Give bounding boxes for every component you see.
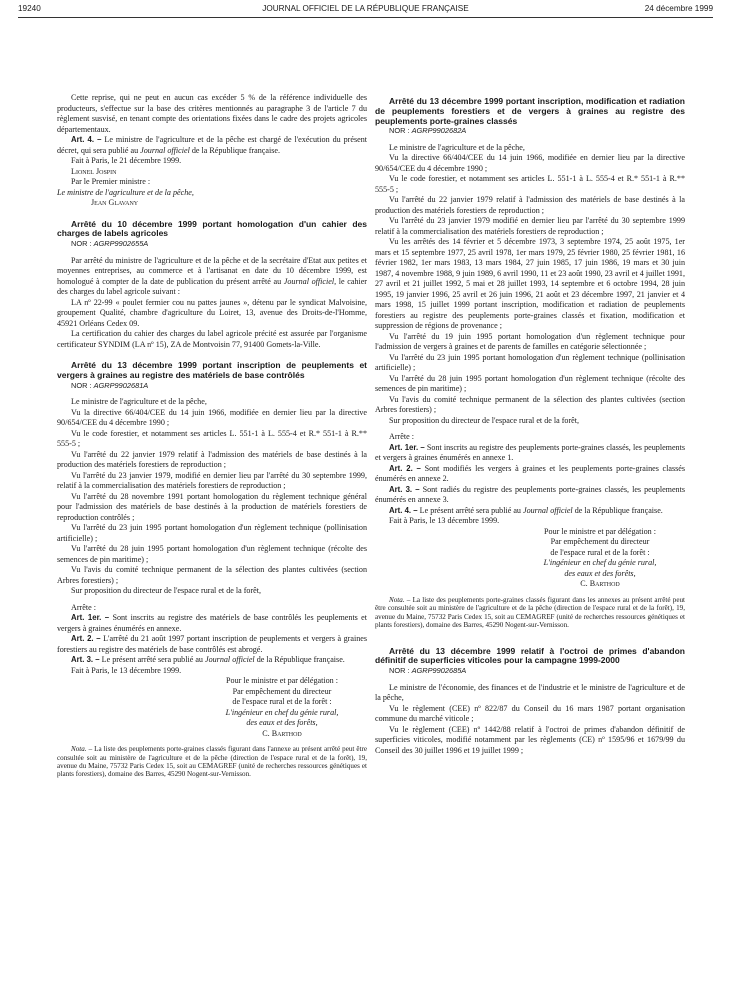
arrete-title-peuplements: Arrêté du 13 décembre 1999 portant inscription, modification et radiation de peuplements forestiers et de vergers à graines au registre des peuplements porte-graines classés bbox=[375, 96, 685, 126]
fait-a-paris: Fait à Paris, le 13 décembre 1999. bbox=[389, 516, 500, 526]
article: Art. 3. – Le présent arrêté sera publié au Journal officiel de la République française. bbox=[71, 655, 345, 665]
visa: Vu l'arrêté du 23 janvier 1979, modifié en dernier lieu par l'arrêté du 30 septembre 1999, relatif à la commercialisation des matériels forestiers de reproduction ; bbox=[57, 470, 367, 491]
visa: Vu la directive 66/404/CEE du 14 juin 1966, modifiée en dernier lieu par la directive 90/654/CEE du 4 décembre 1990 ; bbox=[375, 153, 685, 173]
visa: Vu l'arrêté du 22 janvier 1979 relatif à l'admission des matériels de base destinés à la production des matériels forestiers de reproduction ; bbox=[57, 449, 367, 470]
visa: Vu l'arrêté du 23 juin 1995 portant homologation d'un règlement technique (pollinisation artificielle) ; bbox=[375, 352, 685, 373]
labels-paragraph-3: La certification du cahier des charges du label agricole précité est assurée par l'organisme certificateur SYNDIM (LA nº 15), ZA de Montvoisin 77, 91400 Gomets-la-Ville. bbox=[57, 329, 367, 349]
nor-reference: NOR : AGRP9902681A bbox=[71, 380, 149, 390]
fait-a-paris: Fait à Paris, le 13 décembre 1999. bbox=[71, 665, 182, 675]
page-number: 19240 bbox=[18, 4, 41, 13]
article: Art. 3. – Sont radiés du registre des peuplements porte-graines classés, les peuplements énumérés en annexe 3. bbox=[375, 484, 685, 505]
minister-name: Jean Glavany bbox=[91, 198, 139, 207]
article: Art. 2. – L'arrêté du 21 août 1997 portant inscription de peuplements et vergers à graines forestiers au registre des matériels de base contrôlés est abrogé. bbox=[57, 634, 367, 654]
visa: Vu l'arrêté du 23 juin 1995 portant homologation d'un règlement technique (pollinisation artificielle) ; bbox=[57, 523, 367, 543]
visa: Vu l'avis du comité technique permanent de la sélection des plantes cultivées (section Arbres forestiers) ; bbox=[57, 565, 367, 585]
visa: Vu l'avis du comité technique permanent de la sélection des plantes cultivées (section Arbres forestiers) ; bbox=[375, 394, 685, 415]
page-header bbox=[18, 0, 713, 16]
visa: Vu les arrêtés des 14 février et 5 décembre 1973, 3 septembre 1974, 25 août 1975, 1er mars et 15 septembre 1977, 25 avril 1978, 1er mars 1979, 25 février 1980, 25 février 1981, 16 février 1982, 1er mars 1983, 13 mars 1984, 27 juin 1985, 17 juin 1986, 19 mars et 30 juin 1987, 4 novembre 1988, 9 juin 1989, 6 avril 1990, 11 et 23 août 1990, 23 avril et 4 juillet 1991, 27 avril et 21 juillet 1992, 5 mai et 28 juillet 1993, 14 septembre et 6 octobre 1994, 28 juin 1995, 19 janvier 1996, 25 avril et 26 juin 1996, 21 août et 23 décembre 1997, 21 janvier et 4 mars 1998, 15 juillet 1999 portant inscription, modification et radiation de peuplements forestiers au registre des peuplements porte-graines classés et fixation, modification et suppression de régions de provenance ; bbox=[375, 237, 685, 331]
nota-note: Nota. – La liste des peuplements porte-graines classés figurant dans l'annexe au présent arrêté peut être consultée soit au ministère de l'agriculture et de la pêche (direction de l'espace rural et de la forêt), 19, avenue du Maine, 75732 Paris Cedex 15, soit au CEMAGREF (unité de recherches ressources génétiques et plants forestiers), domaine des Barres, 45290 Nogent-sur-Vernisson. bbox=[57, 745, 367, 779]
article: Art. 2. – Sont modifiés les vergers à graines et les peuplements porte-graines classés énumérés en annexe 2. bbox=[375, 463, 685, 484]
visa: Vu l'arrêté du 23 janvier 1979 modifié en dernier lieu par l'arrêté du 30 septembre 1999 relatif à la commercialisation des matériels forestiers de reproduction ; bbox=[375, 216, 685, 236]
signature-block: Pour le ministre et par délégation : Par empêchement du directeur de l'espace rural et de la forêt : L'ingénieur en chef du génie rural, des eaux et des forêts, C. Barthod bbox=[225, 676, 339, 738]
visa: Le ministre de l'agriculture et de la pêche, bbox=[389, 142, 525, 152]
visa: Vu l'arrêté du 22 janvier 1979 relatif à l'admission des matériels de base destinés à la production des matériels forestiers de reproduction ; bbox=[375, 195, 685, 215]
nor-reference: NOR : AGRP9902685A bbox=[389, 666, 467, 676]
visa: Le ministre de l'économie, des finances et de l'industrie et le ministre de l'agriculture et de la pêche, bbox=[375, 682, 685, 703]
visa: Vu le code forestier, et notamment ses articles L. 551-1 à L. 555-4 et R.* 551-1 à R.** 555-5 ; bbox=[375, 174, 685, 194]
visa: Vu l'arrêté du 28 juin 1995 portant homologation d'un règlement technique (récolte des semences de pin maritime) ; bbox=[375, 373, 685, 394]
journal-title: JOURNAL OFFICIEL DE LA RÉPUBLIQUE FRANÇAISE bbox=[262, 4, 469, 13]
article-label: Art. 4. – bbox=[71, 135, 102, 144]
decree-article-4: Art. 4. – Le ministre de l'agriculture et de la pêche est chargé de l'exécution du présent décret, qui sera publié au Journal officiel de la République française. bbox=[57, 135, 368, 155]
minister-title: Le ministre de l'agriculture et de la pêche, bbox=[57, 187, 194, 197]
labels-paragraph-1: Par arrêté du ministre de l'agriculture et de la pêche et de la secrétaire d'Etat aux petites et moyennes entreprises, au commerce et à l'artisanat en date du 10 décembre 1999, est homologué à compter de la date de publication du présent arrêté au Journal officiel, le cahier des charges du label agricole suivant : bbox=[57, 255, 368, 297]
visa: Vu l'arrêté du 19 juin 1995 portant homologation d'un règlement technique pour l'admission de vergers à graines et de parents de familles en catégorie sélectionnée ; bbox=[375, 331, 685, 352]
visa: Vu le code forestier, et notamment ses articles L. 551-1 à L. 555-4 et R.* 551-1 à R.** 555-5 ; bbox=[57, 428, 367, 449]
decree-fait: Fait à Paris, le 21 décembre 1999. bbox=[71, 156, 182, 165]
header-rule bbox=[18, 17, 713, 18]
visa: Le ministre de l'agriculture et de la pêche, bbox=[71, 397, 207, 407]
arrete-heading: Arrête : bbox=[71, 602, 96, 612]
visa: Sur proposition du directeur de l'espace rural et de la forêt, bbox=[71, 586, 262, 596]
arrete-heading: Arrête : bbox=[389, 432, 414, 442]
arrete-title-viticoles: Arrêté du 13 décembre 1999 relatif à l'octroi de primes d'abandon définitif de superficies viticoles pour la campagne 1999-2000 bbox=[375, 645, 685, 666]
visa: Vu le règlement (CEE) nº 822/87 du Conseil du 16 mars 1987 portant organisation commune du marché viticole ; bbox=[375, 703, 685, 724]
visa: Sur proposition du directeur de l'espace rural et de la forêt, bbox=[389, 415, 580, 425]
article: Art. 4. – Le présent arrêté sera publié au Journal officiel de la République française. bbox=[389, 505, 663, 515]
arrete-title-registre: Arrêté du 13 décembre 1999 portant inscription de peuplements et vergers à graines au registre des matériels de base contrôlés bbox=[57, 360, 367, 380]
left-column bbox=[57, 93, 367, 779]
visa: Vu l'arrêté du 28 juin 1995 portant homologation d'un règlement technique (récolte des semences de pin maritime) ; bbox=[57, 544, 367, 564]
par-premier-ministre: Par le Premier ministre : bbox=[71, 177, 151, 186]
continuation-paragraph: Cette reprise, qui ne peut en aucun cas excéder 5 % de la référence individuelle des producteurs, s'effectue sur la base des critères mentionnés au paragraphe 3 de l'article 7 du règlement susvisé, en tenant compte des orientations fixées dans le cadre des projets agricoles départementaux. bbox=[57, 93, 367, 134]
nor-reference: NOR : AGRP9902682A bbox=[389, 126, 467, 136]
arrete-title-labels: Arrêté du 10 décembre 1999 portant homologation d'un cahier des charges de labels agricoles bbox=[57, 218, 367, 239]
labels-paragraph-2: LA nº 22-99 « poulet fermier cou nu pattes jaunes », détenu par le syndicat Malvoisine, groupement Qualité, chambre d'agriculture du Loiret, 13, avenue des Droits-de-l'Homme, 45921 Orléans Cedex 09. bbox=[57, 297, 367, 328]
nota-note: Nota. – La liste des peuplements porte-graines classés figurant dans les annexes au présent arrêté peut être consultée soit au ministère de l'agriculture et de la pêche (direction de l'espace rural et de la forêt), 19, avenue du Maine, 75732 Paris Cedex 15, soit au CEMAGREF (unité de recherches ressources génétiques et plants forestiers), domaine des Barres, 45290 Nogent-sur-Vernisson. bbox=[375, 595, 685, 630]
nor-reference: NOR : AGRP9902655A bbox=[71, 239, 149, 249]
issue-date: 24 décembre 1999 bbox=[644, 4, 713, 13]
article: Art. 1er. – Sont inscrits au registre des peuplements porte-graines classés, les peuplements et vergers à graines énumérés en annexe 1. bbox=[375, 442, 685, 463]
article: Art. 1er. – Sont inscrits au registre des matériels de base contrôlés les peuplements et vergers à graines énumérés en annexe. bbox=[57, 613, 367, 633]
visa: Vu la directive 66/404/CEE du 14 juin 1966, modifiée en dernier lieu par la directive 90/654/CEE du 4 décembre 1990 ; bbox=[57, 407, 367, 428]
right-column bbox=[375, 97, 685, 756]
signature-block: Pour le ministre et par délégation : Par empêchement du directeur de l'espace rural et de la forêt : L'ingénieur en chef du génie rural, des eaux et des forêts, C. Barthod bbox=[543, 526, 657, 589]
pm-signature: Lionel Jospin bbox=[71, 166, 117, 176]
visa: Vu le règlement (CEE) nº 1442/88 relatif à l'octroi de primes d'abandon définitif de superficies viticoles, modifié notamment par les règlements (CE) nº 1595/96 et 1679/99 du Conseil des 30 juillet 1996 et 19 juillet 1999 ; bbox=[375, 724, 685, 755]
visa: Vu l'arrêté du 28 novembre 1991 portant homologation du règlement technique général pour l'admission des matériels de base destinés à la production de matériels forestiers de reproduction contrôlés ; bbox=[57, 491, 367, 522]
